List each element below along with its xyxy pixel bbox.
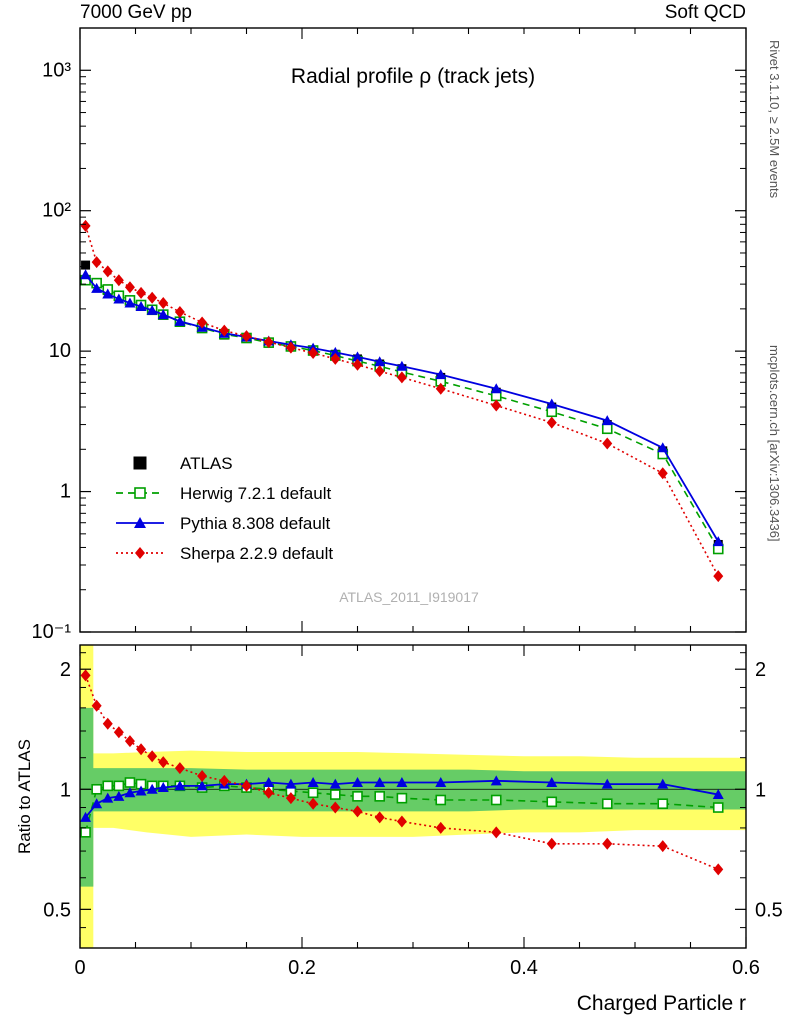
data-marker	[103, 265, 113, 277]
data-marker	[81, 828, 90, 837]
data-marker	[103, 718, 113, 730]
data-marker	[114, 274, 124, 286]
data-marker	[103, 781, 112, 790]
data-marker	[158, 297, 168, 309]
data-marker	[491, 400, 501, 412]
x-axis-label: Charged Particle r	[576, 992, 746, 1015]
header-right: Soft QCD	[664, 2, 746, 23]
legend-label: Sherpa 2.2.9 default	[180, 544, 334, 563]
data-marker	[353, 792, 362, 801]
xtick-label-ratio: 0	[74, 957, 86, 979]
ytick-label-main: 10²	[42, 199, 71, 222]
data-marker	[658, 840, 668, 852]
ytick-label-main: 10⁻¹	[31, 621, 71, 643]
data-marker	[602, 838, 612, 850]
data-marker	[492, 795, 501, 804]
ytick-label-main: 10	[48, 340, 71, 363]
watermark-label: ATLAS_2011_I919017	[339, 589, 479, 605]
data-marker	[147, 292, 157, 304]
data-marker	[114, 726, 124, 738]
data-marker	[658, 799, 667, 808]
xtick-label-ratio: 0.2	[288, 957, 316, 979]
data-marker	[397, 794, 406, 803]
ytick-label-ratio: 0.5	[43, 899, 71, 922]
header-left: 7000 GeV pp	[80, 2, 192, 23]
ytick-label-main: 10³	[42, 59, 71, 82]
legend-entry	[134, 454, 233, 473]
data-marker	[135, 547, 145, 559]
data-marker	[125, 735, 135, 747]
data-marker	[135, 488, 145, 498]
legend-entry	[116, 484, 331, 503]
ytick-label-ratio-right: 2	[755, 659, 767, 682]
ratio-y-axis-label: Ratio to ATLAS	[15, 739, 34, 854]
side-note-bottom: mcplots.cern.ch [arXiv:1306.3436]	[767, 345, 782, 542]
data-marker	[658, 467, 668, 479]
data-marker	[92, 785, 101, 794]
ytick-label-ratio-right: 0.5	[755, 899, 783, 922]
data-marker	[125, 778, 134, 787]
data-marker	[92, 256, 102, 268]
data-marker	[375, 792, 384, 801]
data-marker	[713, 863, 723, 875]
ytick-label-ratio-right: 1	[755, 779, 767, 802]
data-marker	[136, 287, 146, 299]
data-marker	[602, 437, 612, 449]
data-marker	[81, 261, 90, 270]
legend-label: Herwig 7.2.1 default	[180, 484, 332, 503]
main-series-1	[81, 276, 723, 554]
side-note-top: Rivet 3.1.10, ≥ 2.5M events	[767, 40, 782, 199]
legend-label: Pythia 8.308 default	[180, 514, 331, 533]
data-marker	[436, 795, 445, 804]
xtick-label-ratio: 0.4	[510, 957, 538, 979]
data-marker	[134, 457, 147, 470]
data-marker	[331, 790, 340, 799]
data-marker	[125, 281, 135, 293]
ytick-label-ratio: 2	[59, 659, 71, 682]
data-marker	[114, 781, 123, 790]
data-marker	[713, 570, 723, 582]
main-panel-frame	[80, 28, 746, 632]
legend-label: ATLAS	[180, 454, 233, 473]
data-marker	[603, 424, 612, 433]
data-marker	[603, 799, 612, 808]
data-marker	[81, 220, 91, 232]
xtick-label-ratio: 0.6	[732, 957, 760, 979]
ratio-green-band	[80, 708, 746, 887]
data-marker	[547, 797, 556, 806]
main-series-3	[81, 220, 724, 582]
legend-entry	[116, 514, 331, 533]
data-marker	[175, 306, 185, 318]
ytick-label-ratio: 1	[59, 779, 71, 802]
data-marker	[714, 803, 723, 812]
main-series-0	[81, 261, 723, 549]
data-marker	[547, 417, 557, 429]
data-marker	[547, 838, 557, 850]
ytick-label-main: 1	[59, 480, 71, 503]
data-marker	[309, 788, 318, 797]
legend-entry	[116, 544, 333, 563]
chart-title: Radial profile ρ (track jets)	[290, 65, 536, 88]
data-marker	[80, 269, 91, 279]
data-marker	[547, 407, 556, 416]
